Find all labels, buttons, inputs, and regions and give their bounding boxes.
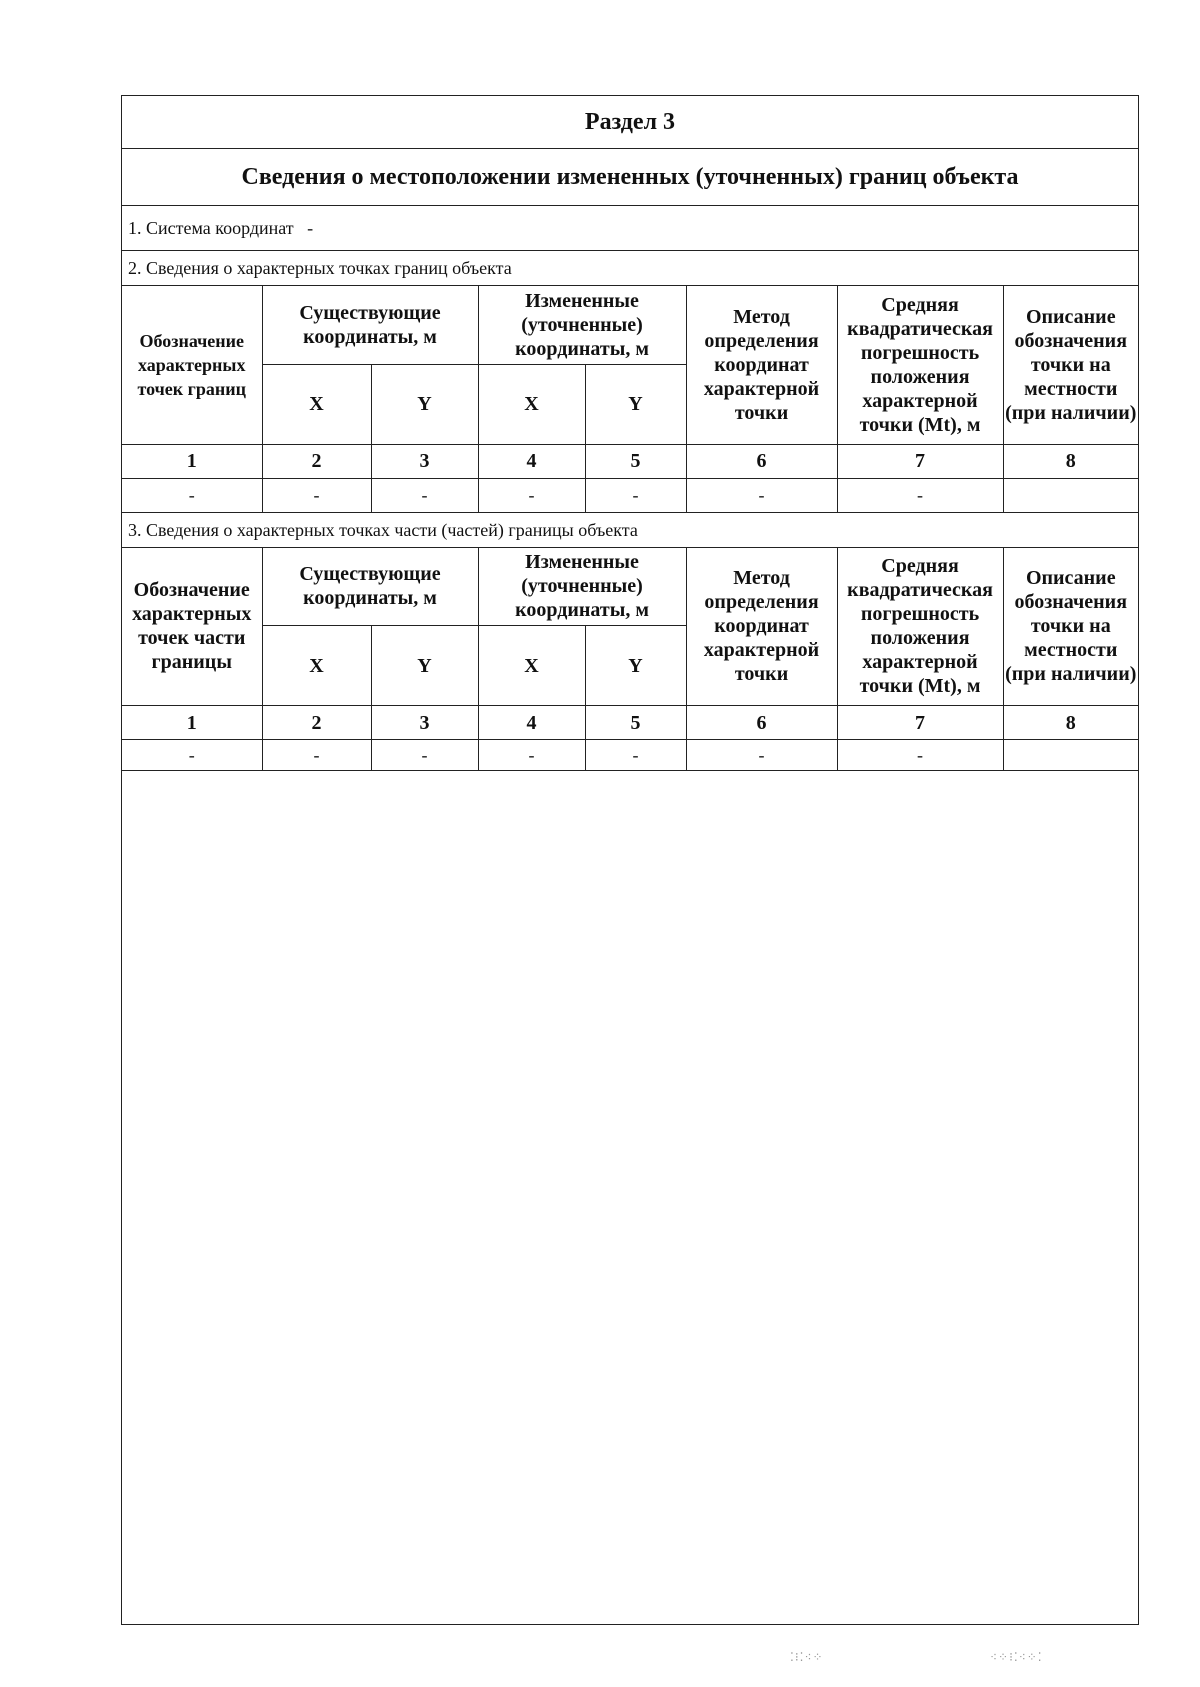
part-boundary-points-heading: 3. Сведения о характерных точках части (частей) границы объекта xyxy=(122,513,1138,548)
header-existing-coords: Существующие координаты, м xyxy=(262,286,478,364)
coordinate-system-value: - xyxy=(307,218,314,238)
col-number: 3 xyxy=(371,706,478,740)
column-numbers-row xyxy=(122,706,1138,740)
header-designation: Обозначение характерных точек части границы xyxy=(122,548,262,706)
table-cell: - xyxy=(122,740,262,771)
header-y-changed: Y xyxy=(585,364,686,444)
col-number: 4 xyxy=(478,444,585,478)
col-number: 4 xyxy=(478,706,585,740)
table-cell: - xyxy=(262,740,371,771)
header-changed-coords: Измененные (уточненные) координаты, м xyxy=(478,548,686,626)
header-description: Описание обозначения точки на местности (при наличии) xyxy=(1003,548,1138,706)
col-number: 1 xyxy=(122,706,262,740)
table-row xyxy=(122,740,1138,771)
header-x-existing: X xyxy=(262,364,371,444)
table-cell: - xyxy=(478,740,585,771)
table-cell: - xyxy=(585,478,686,512)
col-number: 5 xyxy=(585,444,686,478)
table-cell: - xyxy=(478,478,585,512)
table-cell xyxy=(1003,478,1138,512)
header-error: Средняя квадратическая погрешность положения характерной точки (Mt), м xyxy=(837,548,1003,706)
col-number: 3 xyxy=(371,444,478,478)
header-x-changed: X xyxy=(478,364,585,444)
boundary-points-table xyxy=(122,286,1138,513)
table-cell: - xyxy=(262,478,371,512)
boundary-points-heading: 2. Сведения о характерных точках границ объекта xyxy=(122,251,1138,286)
header-method: Метод определения координат характерной точки xyxy=(686,548,837,706)
document-frame xyxy=(121,95,1139,1625)
table-row xyxy=(122,478,1138,512)
col-number: 1 xyxy=(122,444,262,478)
col-number: 5 xyxy=(585,706,686,740)
col-number: 6 xyxy=(686,444,837,478)
table-cell: - xyxy=(371,740,478,771)
col-number: 7 xyxy=(837,444,1003,478)
part-boundary-points-table xyxy=(122,548,1138,772)
header-y-changed: Y xyxy=(585,626,686,706)
document-title: Сведения о местоположении измененных (уточненных) границ объекта xyxy=(122,149,1138,206)
header-error: Средняя квадратическая погрешность положения характерной точки (Mt), м xyxy=(837,286,1003,444)
section-title: Раздел 3 xyxy=(122,96,1138,149)
header-method: Метод определения координат характерной точки xyxy=(686,286,837,444)
table-cell: - xyxy=(585,740,686,771)
header-changed-coords: Измененные (уточненные) координаты, м xyxy=(478,286,686,364)
coordinate-system-label: 1. Система координат xyxy=(128,218,294,238)
header-existing-coords: Существующие координаты, м xyxy=(262,548,478,626)
col-number: 8 xyxy=(1003,444,1138,478)
scan-noise: ⁖⁘⁝⁚⁖⁘⁚ xyxy=(990,1650,1043,1664)
col-number: 2 xyxy=(262,706,371,740)
table-cell: - xyxy=(686,478,837,512)
col-number: 2 xyxy=(262,444,371,478)
table-cell: - xyxy=(837,478,1003,512)
header-y-existing: Y xyxy=(371,626,478,706)
table-cell: - xyxy=(122,478,262,512)
col-number: 6 xyxy=(686,706,837,740)
header-x-changed: X xyxy=(478,626,585,706)
header-designation: Обозначение характерных точек границ xyxy=(122,286,262,444)
table-cell: - xyxy=(371,478,478,512)
header-description: Описание обозначения точки на местности (при наличии) xyxy=(1003,286,1138,444)
table-cell: - xyxy=(686,740,837,771)
header-y-existing: Y xyxy=(371,364,478,444)
table-cell xyxy=(1003,740,1138,771)
column-numbers-row xyxy=(122,444,1138,478)
table-cell: - xyxy=(837,740,1003,771)
header-x-existing: X xyxy=(262,626,371,706)
col-number: 8 xyxy=(1003,706,1138,740)
col-number: 7 xyxy=(837,706,1003,740)
scan-noise: ⁚⁝⁚⁖⁘ xyxy=(790,1650,824,1664)
coordinate-system-line xyxy=(122,206,1138,251)
